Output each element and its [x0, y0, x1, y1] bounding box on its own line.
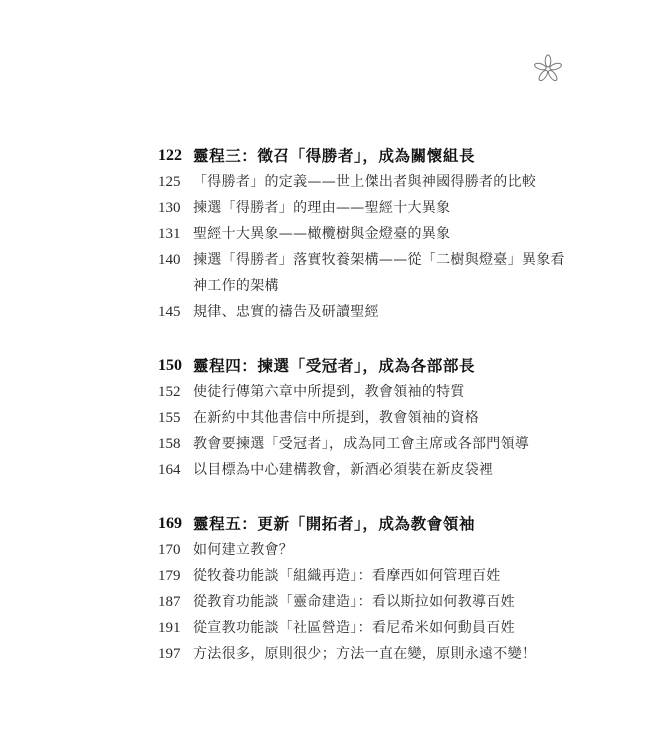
page-number: 191	[158, 620, 181, 636]
entry-title: 揀選「得勝者」的理由——聖經十大異象	[193, 200, 451, 216]
page-number: 169	[158, 515, 182, 532]
entry-title: 如何建立教會？	[193, 542, 294, 558]
page-number: 155	[158, 410, 181, 426]
page-number: 152	[158, 384, 181, 400]
page-number: 197	[158, 646, 181, 662]
section-title: 靈程四：揀選「受冠者」，成為各部部長	[193, 356, 476, 375]
entry-title: 「得勝者」的定義——世上傑出者與神國得勝者的比較	[193, 174, 537, 190]
section-title: 靈程三：徵召「得勝者」，成為關懷組長	[193, 146, 476, 165]
entry-title: 規律、忠實的禱告及研讀聖經	[193, 304, 379, 320]
flower-ornament-icon	[533, 54, 563, 84]
page-number: 122	[158, 147, 182, 164]
entry-title: 聖經十大異象——橄欖樹與金燈臺的異象	[193, 226, 451, 242]
page-number: 158	[158, 436, 181, 452]
page-number: 164	[158, 462, 181, 478]
entry-title: 從牧養功能談「組織再造」：看摩西如何管理百姓	[193, 568, 501, 584]
page-number: 150	[158, 357, 182, 374]
entry-title: 從教育功能談「靈命建造」：看以斯拉如何教導百姓	[193, 594, 515, 610]
section-title: 靈程五：更新「開拓者」，成為教會領袖	[193, 514, 476, 533]
page-number: 170	[158, 542, 181, 558]
entry-title: 方法很多，原則很少；方法一直在變，原則永遠不變！	[193, 646, 537, 662]
entry-title: 以目標為中心建構教會，新酒必須裝在新皮袋裡	[193, 462, 494, 478]
entry-title-continuation: 神工作的架構	[193, 278, 279, 294]
page-number: 125	[158, 174, 181, 190]
entry-title: 在新約中其他書信中所提到，教會領袖的資格	[193, 410, 479, 426]
entry-title: 揀選「得勝者」落實牧養架構——從「二樹與燈臺」異象看	[193, 252, 565, 268]
page-number: 187	[158, 594, 181, 610]
page-number: 140	[158, 252, 181, 268]
page-number: 131	[158, 226, 181, 242]
entry-title: 從宣教功能談「社區營造」：看尼希米如何動員百姓	[193, 620, 515, 636]
entry-title: 教會要揀選「受冠者」，成為同工會主席或各部門領導	[193, 436, 530, 452]
entry-title: 使徒行傳第六章中所提到，教會領袖的特質	[193, 384, 465, 400]
page-number: 130	[158, 200, 181, 216]
page-number: 179	[158, 568, 181, 584]
page-number: 145	[158, 304, 181, 320]
